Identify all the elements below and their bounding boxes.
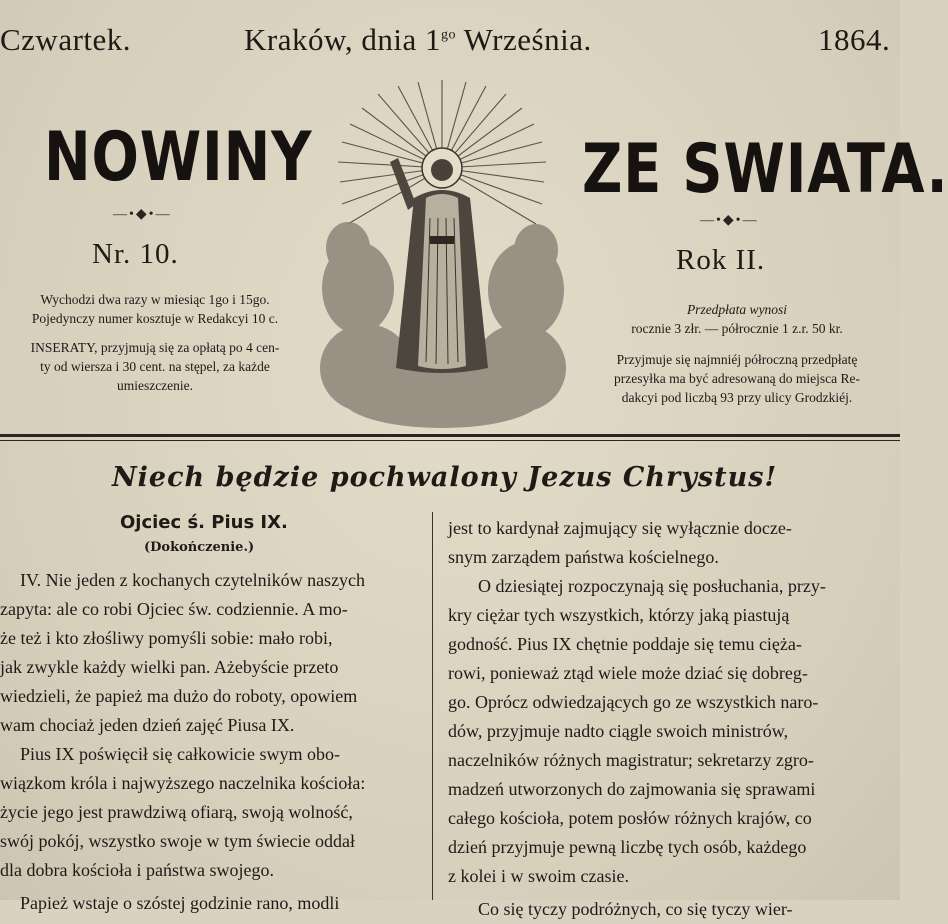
text-line: jak zwykle każdy wielki pan. Ażebyście przeto bbox=[0, 657, 339, 677]
text-line: dla dobra kościoła i państwa swojego. bbox=[0, 860, 274, 880]
text-line: swój pokój, wszystko swoje w tym świecie oddał bbox=[0, 831, 355, 851]
column-divider bbox=[432, 512, 433, 900]
title-right: ZE SWIATA. bbox=[582, 130, 948, 209]
text-line: go. Oprócz odwiedzających go ze wszystkich naro- bbox=[448, 692, 819, 712]
masthead-rule bbox=[0, 434, 900, 437]
christ-engraving-vignette bbox=[318, 78, 566, 430]
subscription-label: Przedpłata wynosi bbox=[686, 302, 788, 317]
text-line: Pius IX poświęcił się całkowicie swym obo- bbox=[20, 744, 340, 764]
left-info bbox=[0, 290, 310, 395]
text-line: O dziesiątej rozpoczynają się posłuchania, przy- bbox=[478, 576, 826, 596]
place-date: Kraków, dnia $1^{go}$ Września. bbox=[244, 22, 592, 57]
flourish-right: —•◆•— bbox=[700, 213, 759, 228]
text-line: wam chociaż jeden dzień zajęć Piusa IX. bbox=[0, 715, 295, 735]
flourish-left: —•◆•— bbox=[113, 207, 172, 222]
article-column-left bbox=[0, 566, 428, 918]
info-line: Wychodzi dwa razy w miesiąc 1go i 15go. bbox=[40, 292, 270, 307]
text-line: kry ciężar tych wszystkich, którzy jaką piastują bbox=[448, 605, 790, 625]
info-line: ty od wiersza i 30 cent. na stępel, za każde bbox=[40, 359, 270, 374]
text-line: z kolei i w swoim czasie. bbox=[448, 866, 629, 886]
text-line: dów, przyjmuje nadto ciągle swoich ministrów, bbox=[448, 721, 789, 741]
text-line: całego kościoła, potem posłów różnych krajów, co bbox=[448, 808, 812, 828]
text-line: dzień przyjmuje pewną liczbę tych osób, każdego bbox=[448, 837, 807, 857]
text-line: wiązkom króla i najwyższego naczelnika kościoła: bbox=[0, 773, 366, 793]
figure bbox=[390, 148, 488, 373]
masthead-rule-thin bbox=[0, 440, 900, 441]
text-line: rowi, ponieważ ztąd wiele może dziać się dobreg- bbox=[448, 663, 808, 683]
issue-number: Nr. 10. bbox=[92, 238, 179, 270]
volume-number: Rok II. bbox=[676, 244, 766, 276]
text-line: wiedzieli, że papież ma dużo do roboty, opowiem bbox=[0, 686, 358, 706]
text-line: że też i kto złośliwy pomyśli sobie: mało robi, bbox=[0, 628, 333, 648]
text-line: zapyta: ale co robi Ojciec św. codziennie. A mo- bbox=[0, 599, 348, 619]
info-line: przesyłka ma być adresowaną do miejsca Re- bbox=[614, 371, 860, 386]
article-subtitle: (Dokończenie.) bbox=[144, 540, 255, 555]
year: 1864. bbox=[818, 22, 891, 57]
text-line: Papież wstaje o szóstej godzinie rano, modli bbox=[20, 893, 340, 913]
info-line: Przyjmuje się najmniéj półroczną przedpłatę bbox=[616, 352, 858, 367]
info-line: umieszczenie. bbox=[116, 378, 194, 393]
info-line: dakcyi pod liczbą 93 przy ulicy Grodzkiéj. bbox=[621, 390, 853, 405]
text-line: życie jego jest prawdziwą ofiarą, swoją wolność, bbox=[0, 802, 353, 822]
info-line: Pojedynczy numer kosztuje w Redakcyi 10 c. bbox=[31, 311, 279, 326]
headline: Niech będzie pochwalony Jezus Chrystus! bbox=[112, 462, 778, 493]
article-title: Ojciec ś. Pius IX. bbox=[120, 512, 288, 533]
text-line: IV. Nie jeden z kochanych czytelników naszych bbox=[20, 570, 366, 590]
title-left: NOWINY bbox=[44, 118, 313, 197]
text-line: madzeń utworzonych do zajmowania się sprawami bbox=[448, 779, 816, 799]
subscription-price: rocznie 3 złr. — półrocznie 1 z.r. 50 kr. bbox=[631, 321, 843, 336]
article-column-right bbox=[448, 514, 888, 924]
text-line: godność. Pius IX chętnie poddaje się temu cięża- bbox=[448, 634, 802, 654]
text-line: jest to kardynał zajmujący się wyłącznie docze- bbox=[448, 518, 792, 538]
text-line: naczelników różnych magistratur; sekretarzy zgro- bbox=[448, 750, 814, 770]
weekday: Czwartek. bbox=[0, 22, 132, 57]
info-line: INSERATY, przyjmują się za opłatą po 4 cen- bbox=[30, 340, 280, 355]
text-line: Co się tyczy podróżnych, co się tyczy wier- bbox=[478, 899, 793, 919]
text-line: snym zarządem państwa kościelnego. bbox=[448, 547, 719, 567]
right-info bbox=[578, 300, 896, 407]
